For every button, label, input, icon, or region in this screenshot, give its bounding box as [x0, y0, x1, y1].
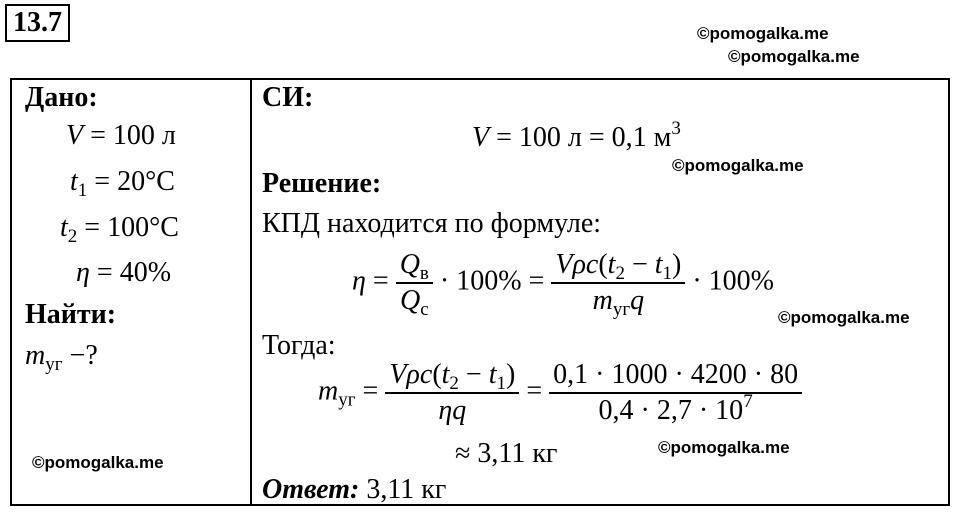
mass-formula: $m_{уг}$ = $\frac{V\rho c(t_2 - t_1)}{\eta q}$ = $\frac{0,1 \cdot 1000 \cdot 4200 \cdot 80}{0,4 \cdot 2,7 \cdot 10^7}$	[318, 358, 802, 428]
given-eta: η = 40%	[76, 257, 172, 288]
si-title: СИ:	[262, 82, 314, 113]
numeric-numerator: 0,1 · 1000 · 4200 · 80	[553, 359, 799, 390]
given-t1: $t_1 = 20^\circ C$	[70, 166, 175, 201]
watermark: ©pomogalka.me	[778, 308, 910, 327]
percent-text: · 100% =	[439, 265, 545, 297]
find-title: Найти:	[25, 299, 117, 330]
numeric-denominator-exp: 7	[743, 391, 753, 412]
given-volume-value: 100 л	[112, 120, 176, 151]
numeric-denominator: 0,4 · 2,7 · 10	[598, 395, 744, 426]
given-title: Дано:	[25, 82, 98, 113]
problem-number: 13.7	[5, 4, 70, 42]
watermark: ©pomogalka.me	[728, 47, 860, 66]
find-unknown: $m_{уг}$ −?	[25, 340, 98, 375]
efficiency-formula: η = $\frac{Q_в}{Q_с}$ · 100% = $\frac{V\rho c(t_2 - t_1)}{m_{уг}q}$ · 100%	[352, 249, 775, 320]
then-label: Тогда:	[262, 330, 336, 361]
watermark: ©pomogalka.me	[697, 24, 829, 43]
fraction-heat: $\frac{V\rho c(t_2 - t_1)}{m_{уг}q}$	[551, 248, 685, 318]
percent-text: · 100%	[692, 265, 775, 297]
given-t2: $t_2 = 100^\circ C$	[60, 212, 179, 247]
given-eta-value: 40%	[119, 257, 172, 288]
solution-intro: КПД находится по формуле:	[262, 208, 602, 239]
answer-value: 3,11 кг	[366, 474, 447, 505]
approx-result: ≈ 3,11 кг	[455, 438, 558, 469]
given-t1-value: 20°C	[117, 166, 175, 197]
fraction-mass: $\frac{V\rho c(t_2 - t_1)}{\eta q}$	[385, 358, 519, 428]
si-volume-value: = 100 л = 0,1 м	[496, 122, 672, 153]
given-volume: V = 100 л	[66, 120, 176, 151]
given-t2-value: 100°C	[107, 212, 179, 243]
column-divider	[250, 78, 252, 506]
watermark: ©pomogalka.me	[32, 453, 164, 472]
si-volume-exp: 3	[671, 118, 681, 139]
solution-title: Решение:	[262, 168, 382, 199]
find-unknown-suffix: −?	[69, 340, 98, 371]
answer-label: Ответ:	[262, 474, 360, 505]
fraction-numeric	[549, 358, 802, 428]
watermark: ©pomogalka.me	[672, 156, 804, 175]
si-volume: V = 100 л = 0,1 $м^3$	[472, 118, 681, 153]
answer-line	[262, 474, 446, 506]
watermark: ©pomogalka.me	[658, 438, 790, 457]
fraction-q: $\frac{Q_в}{Q_с}$	[396, 248, 433, 318]
